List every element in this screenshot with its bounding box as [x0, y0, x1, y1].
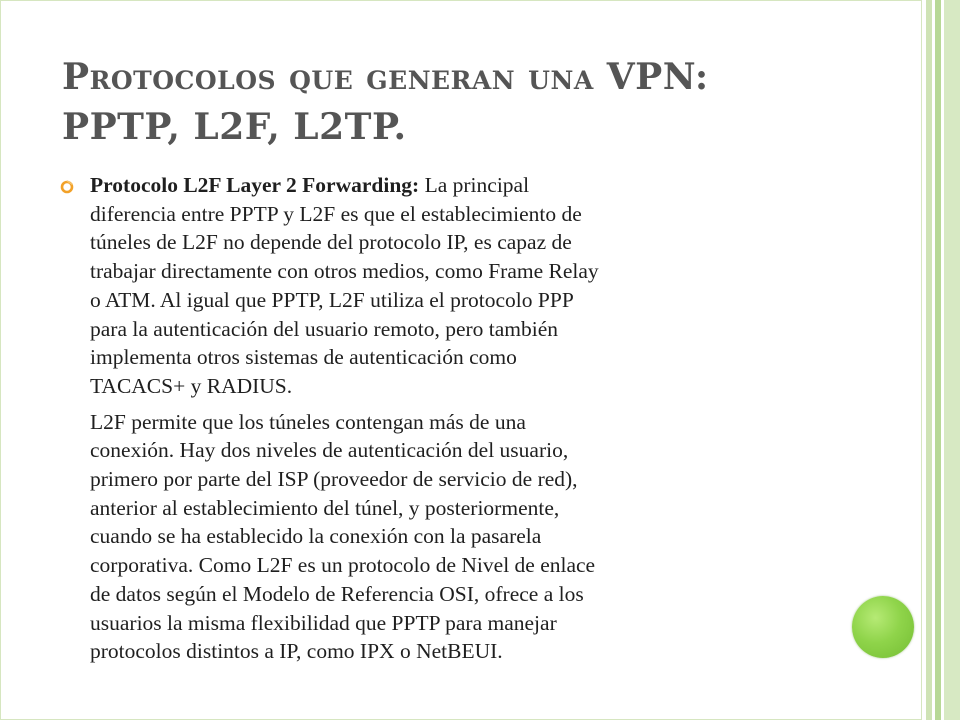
slide-title	[62, 52, 862, 152]
bullet-content	[90, 171, 830, 666]
paragraph-line: corporativa. Como L2F es un protocolo de Nivel de enlace	[90, 553, 596, 578]
title-line: PPTP, L2F, L2TP.	[62, 106, 407, 148]
paragraph-2	[90, 408, 830, 666]
paragraph-line: para la autenticación del usuario remoto, pero también	[90, 316, 559, 341]
green-circle-decoration	[852, 596, 914, 658]
paragraph-1	[90, 171, 830, 401]
paragraph-line: conexión. Hay dos niveles de autenticación del usuario,	[90, 438, 569, 463]
paragraph-line: anterior al establecimiento del túnel, y posteriormente,	[90, 495, 560, 520]
paragraph-line: L2F permite que los túneles contengan más de una	[90, 409, 526, 434]
paragraph-line	[90, 171, 830, 200]
paragraph-line: cuando se ha establecido la conexión con la pasarela	[90, 524, 542, 549]
paragraph-line: de datos según el Modelo de Referencia OSI, ofrece a los	[90, 581, 584, 606]
paragraph-text: La principal	[419, 173, 530, 197]
paragraph-line: túneles de L2F no depende del protocolo IP, es capaz de	[90, 230, 572, 255]
paragraph-line: implementa otros sistemas de autenticación como	[90, 345, 517, 370]
title-line: Protocolos que generan una VPN:	[62, 56, 709, 98]
bullet-lead: Protocolo L2F Layer 2 Forwarding:	[90, 173, 420, 197]
paragraph-line: usuarios la misma flexibilidad que PPTP para manejar	[90, 610, 557, 635]
paragraph-line: TACACS+ y RADIUS.	[90, 373, 293, 398]
paragraph-line: diferencia entre PPTP y L2F es que el establecimiento de	[90, 201, 582, 226]
decor-stripe	[944, 0, 960, 720]
bullet-icon	[60, 180, 74, 194]
paragraph-line: trabajar directamente con otros medios, como Frame Relay	[90, 259, 599, 284]
paragraph-line: protocolos distintos a IP, como IPX o NetBEUI.	[90, 639, 503, 664]
paragraph-line: primero por parte del ISP (proveedor de servicio de red),	[90, 467, 578, 492]
paragraph-line: o ATM. Al igual que PPTP, L2F utiliza el protocolo PPP	[90, 287, 574, 312]
